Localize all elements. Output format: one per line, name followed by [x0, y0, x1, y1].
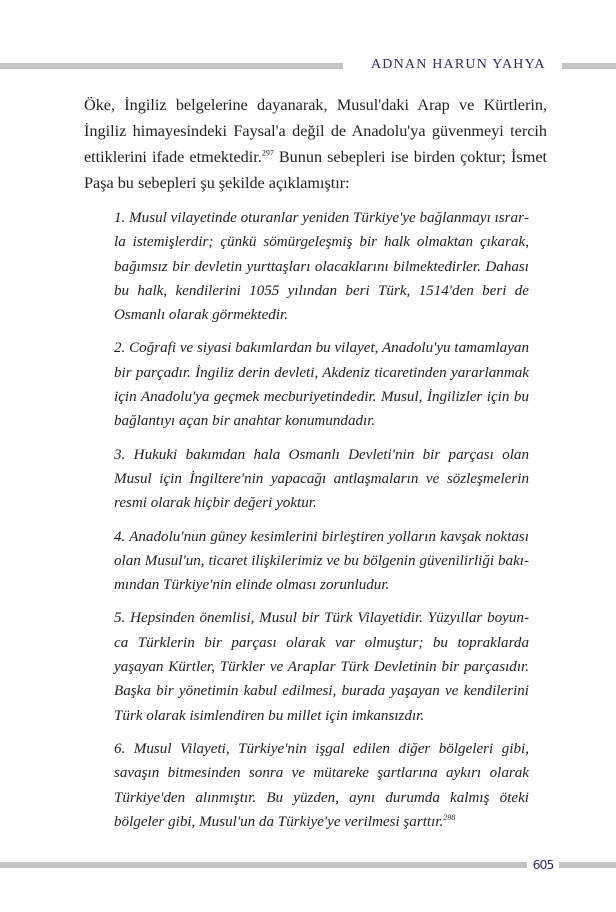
- quoted-reasons-list: [114, 206, 529, 843]
- header-rule-left: [0, 63, 343, 69]
- body-paragraph-text: Öke, İngiliz belgelerine dayanarak, Musul'daki Arap ve Kürtlerin, İngiliz himayesindeki Faysal'a değil de Anadolu'ya güvenmeyi tercih ettiklerini ifade etmektedir.: [84, 96, 547, 166]
- header-author-name: ADNAN HARUN YAHYA: [371, 57, 546, 72]
- quote-item-2: 2. Coğrafi ve siyasi bakımlardan bu vilayet, Anadolu'yu tamamlayan bir parçadır. İngiliz derin devleti, Akdeniz ticaretinden yararlanmak için Anadolu'ya geçmek mecburiyetindedir. Musul, İngilizler için bu bağlantıyı açan bir anahtar konumundadır.: [114, 340, 529, 430]
- footer-rule-left: [0, 862, 527, 868]
- body-paragraph: [84, 92, 547, 196]
- footnote-ref-298[interactable]: 298: [443, 812, 456, 822]
- quote-item-3: 3. Hukuki bakımdan hala Osmanlı Devleti'nin bir parçası olan Musul için İngiltere'nin yapacağı antlaşmaların ve sözleşmelerin resmi olarak hiçbir değeri yoktur.: [114, 446, 529, 512]
- quote-item-4: 4. Anadolu'nun güney kesimlerini birleştiren yolların kavşak noktası olan Musul'un, ticaret ilişkilerimiz ve bu bölgenin güvenilirliği bakımından Türkiye'nin elinde olması zorunludur.: [114, 528, 529, 594]
- quote-item-1: 1. Musul vilayetinde oturanlar yeniden Türkiye'ye bağlanmayı ısrarla istemişlerdir; çünkü sömürgeleşmiş bir halk olmaktan çıkarak, bağımsız bir devletin yurttaşları olacaklarını bilmektedirler. Dahası bu halk, kendilerini 1055 yılından beri Türk, 1514'den beri de Osmanlı olarak görmektedir.: [114, 210, 529, 324]
- quote-item-6-text: 6. Musul Vilayeti, Türkiye'nin işgal edilen diğer bölgeleri gibi, savaşın bitmesinden sonra ve mütareke şartlarına aykırı olarak Türkiye'den alınmıştır. Bu yüzden, aynı durumda kalmış öteki bölgeler gibi, Musul'un da Türkiye'ye verilmesi şarttır.: [114, 740, 529, 830]
- header-rule-right: [562, 63, 616, 69]
- quote-item-5: 5. Hepsinden önemlisi, Musul bir Türk Vilayetidir. Yüzyıllar boyunca Türklerin bir parçası olarak var olmuştur; bu topraklarda yaşayan Kürtler, Türkler ve Araplar Türk Devletinin bir parçasıdır. Başka bir yönetimin kabul edilmesi, burada yaşayan ve kendilerini Türk olarak isimlendiren bu millet için imkansızdır.: [114, 610, 529, 724]
- footnote-ref-297[interactable]: 297: [261, 148, 274, 158]
- body-paragraph-text-continued: Bunun sebepleri ise birden çoktur; İsmet Paşa bu sebepleri şu şekilde açıklamıştır:: [84, 148, 548, 192]
- page-number: 605: [532, 857, 554, 872]
- running-header: [0, 54, 616, 76]
- running-footer: [0, 854, 616, 876]
- quote-item-6: [114, 737, 529, 834]
- footer-rule-right: [559, 862, 616, 868]
